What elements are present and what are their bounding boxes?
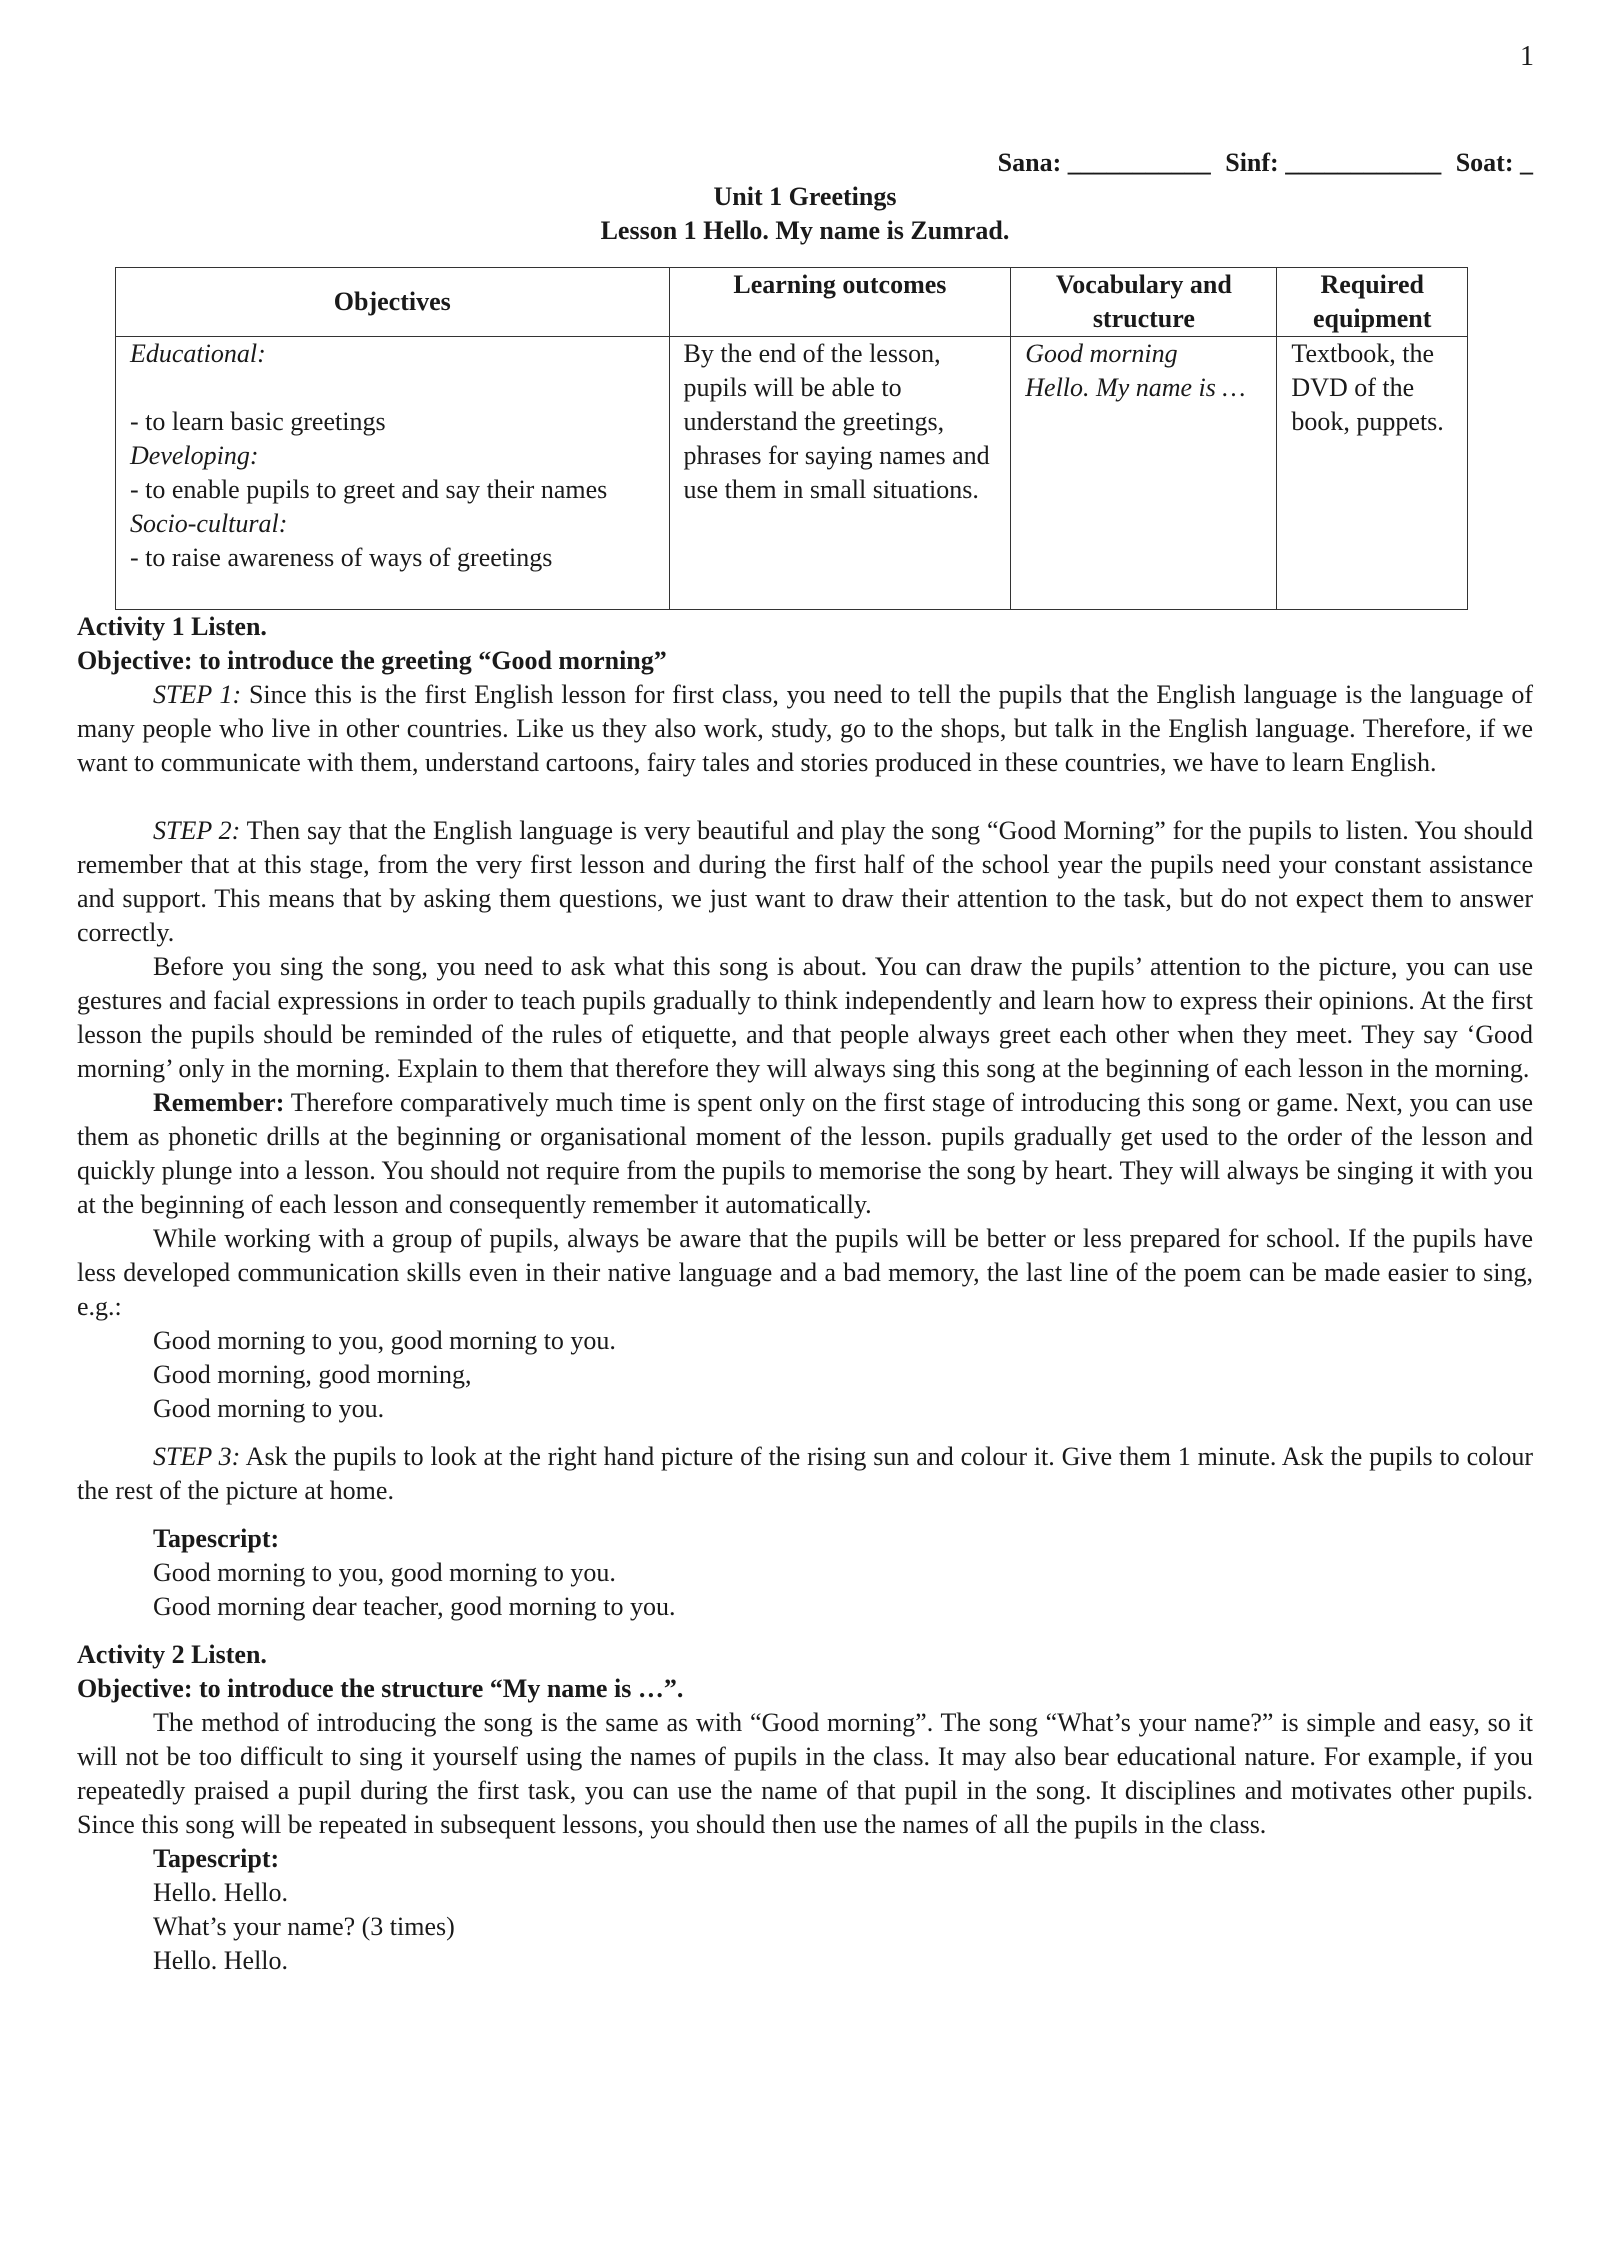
vocabulary-item: Good morning: [1025, 339, 1178, 368]
activity2-paragraph: The method of introducing the song is the same as with “Good morning”. The song “What’s your name?” is simple and easy, so it will not be too difficult to sing it yourself using the names of pupils in the class. It may also bear educational nature. For example, if you repeatedly praised a pupil during the first task, you can use the name of that pupil in the song. It disciplines and motivates other pupils. Since this song will be repeated in subsequent lessons, you should then use the names of all the pupils in the class.: [77, 1708, 1533, 1839]
step1-text: Since this is the first English lesson for first class, you need to tell the pupils that the English language is the language of many people who live in other countries. Like us they also work, study, go to the shops, but talk in the English language. Therefore, if we want to communicate with them, understand cartoons, fairy tales and stories produced in these countries, we have to learn English.: [77, 680, 1533, 777]
vocabulary-item: Hello. My name is …: [1025, 373, 1246, 402]
before-paragraph: Before you sing the song, you need to ask what this song is about. You can draw the pupils’ attention to the picture, you can use gestures and facial expressions in order to teach pupils gradually to think independently and learn how to express their opinions. At the first lesson the pupils should be reminded of the rules of etiquette, and that people always greet each other when they meet. They say ‘Good morning’ only in the morning. Explain to them that therefore they will always sing this song at the beginning of each lesson in the morning.: [77, 952, 1533, 1083]
activity2-objective: Objective: to introduce the structure “My name is …”.: [77, 1674, 684, 1703]
vocabulary-cell: [1011, 337, 1277, 610]
tapescript-line: Good morning to you, good morning to you.: [153, 1558, 616, 1587]
tapescript-label: Tapescript:: [153, 1844, 280, 1873]
verse-line: Good morning, good morning,: [153, 1360, 472, 1389]
tapescript-line: Hello. Hello.: [153, 1878, 289, 1907]
while-paragraph: While working with a group of pupils, always be aware that the pupils will be better or less prepared for school. If the pupils have less developed communication skills even in their native language and a bad memory, the last line of the poem can be made easier to sing, e.g.:: [77, 1224, 1533, 1321]
table-row: [116, 337, 1468, 610]
tapescript2: [77, 1842, 1533, 1978]
step2-paragraph: [77, 814, 1533, 950]
page-number: 1: [1520, 41, 1534, 72]
step3-text: Ask the pupils to look at the right hand picture of the rising sun and colour it. Give them 1 minute. Ask the pupils to colour the rest of the picture at home.: [77, 1442, 1533, 1505]
remember-paragraph: [77, 1086, 1533, 1222]
soat-field: Soat: _: [1455, 148, 1533, 177]
header-fields: [77, 146, 1533, 180]
sinf-field: Sinf: ____________: [1225, 148, 1442, 177]
activity1-objective: Objective: to introduce the greeting “Good morning”: [77, 646, 667, 675]
tapescript-line: Good morning dear teacher, good morning to you.: [153, 1592, 676, 1621]
tapescript-line: Hello. Hello.: [153, 1946, 289, 1975]
step1-paragraph: [77, 678, 1533, 780]
step3-paragraph: [77, 1440, 1533, 1508]
document-body: [77, 146, 1533, 1978]
sana-field: Sana: ___________: [997, 148, 1211, 177]
learning-outcomes-header: Learning outcomes: [669, 268, 1011, 337]
step2-text: Then say that the English language is very beautiful and play the song “Good Morning” for the pupils to listen. You should remember that at this stage, from the very first lesson and during the first half of the school year the pupils need your constant assistance and support. This means that by asking them questions, we just want to draw their attention to the task, but do not expect them to answer correctly.: [77, 816, 1533, 947]
developing-label: Developing:: [130, 441, 259, 470]
equipment-header: Required equipment: [1277, 268, 1468, 337]
sociocultural-item: - to raise awareness of ways of greetings: [130, 543, 553, 572]
remember-text: Therefore comparatively much time is spent only on the first stage of introducing this song or game. Next, you can use them as phonetic drills at the beginning or organisational moment of the lesson. pupils gradually get used to the order of the lesson and quickly plunge into a lesson. You should not require from the pupils to memorise the song by heart. They will always be singing it with you at the beginning of each lesson and consequently remember it automatically.: [77, 1088, 1533, 1219]
table-header-row: [116, 268, 1468, 337]
tapescript-label: Tapescript:: [153, 1524, 280, 1553]
verse-line: Good morning to you.: [153, 1394, 385, 1423]
lesson-plan-table: [115, 267, 1468, 610]
remember-label: Remember:: [153, 1088, 285, 1117]
step3-label: STEP 3:: [153, 1442, 241, 1471]
educational-item: - to learn basic greetings: [130, 407, 386, 436]
learning-outcomes-cell: By the end of the lesson, pupils will be able to understand the greetings, phrases for saying names and use them in small situations.: [669, 337, 1011, 610]
unit-title: Unit 1 Greetings: [713, 182, 897, 211]
lesson-title: Lesson 1 Hello. My name is Zumrad.: [600, 216, 1010, 245]
sociocultural-label: Socio-cultural:: [130, 509, 288, 538]
activity2-title: Activity 2 Listen.: [77, 1640, 267, 1669]
verse: [77, 1324, 1533, 1426]
objectives-header: Objectives: [116, 268, 670, 337]
equipment-cell: Textbook, the DVD of the book, puppets.: [1277, 337, 1468, 610]
educational-label: Educational:: [130, 339, 266, 368]
vocabulary-header: Vocabulary and structure: [1011, 268, 1277, 337]
tapescript1: [77, 1522, 1533, 1624]
step1-label: STEP 1:: [153, 680, 242, 709]
activity1-title: Activity 1 Listen.: [77, 612, 267, 641]
developing-item: - to enable pupils to greet and say their names: [130, 475, 608, 504]
step2-label: STEP 2:: [153, 816, 241, 845]
tapescript-line: What’s your name? (3 times): [153, 1912, 455, 1941]
verse-line: Good morning to you, good morning to you.: [153, 1326, 616, 1355]
objectives-cell: [116, 337, 670, 610]
